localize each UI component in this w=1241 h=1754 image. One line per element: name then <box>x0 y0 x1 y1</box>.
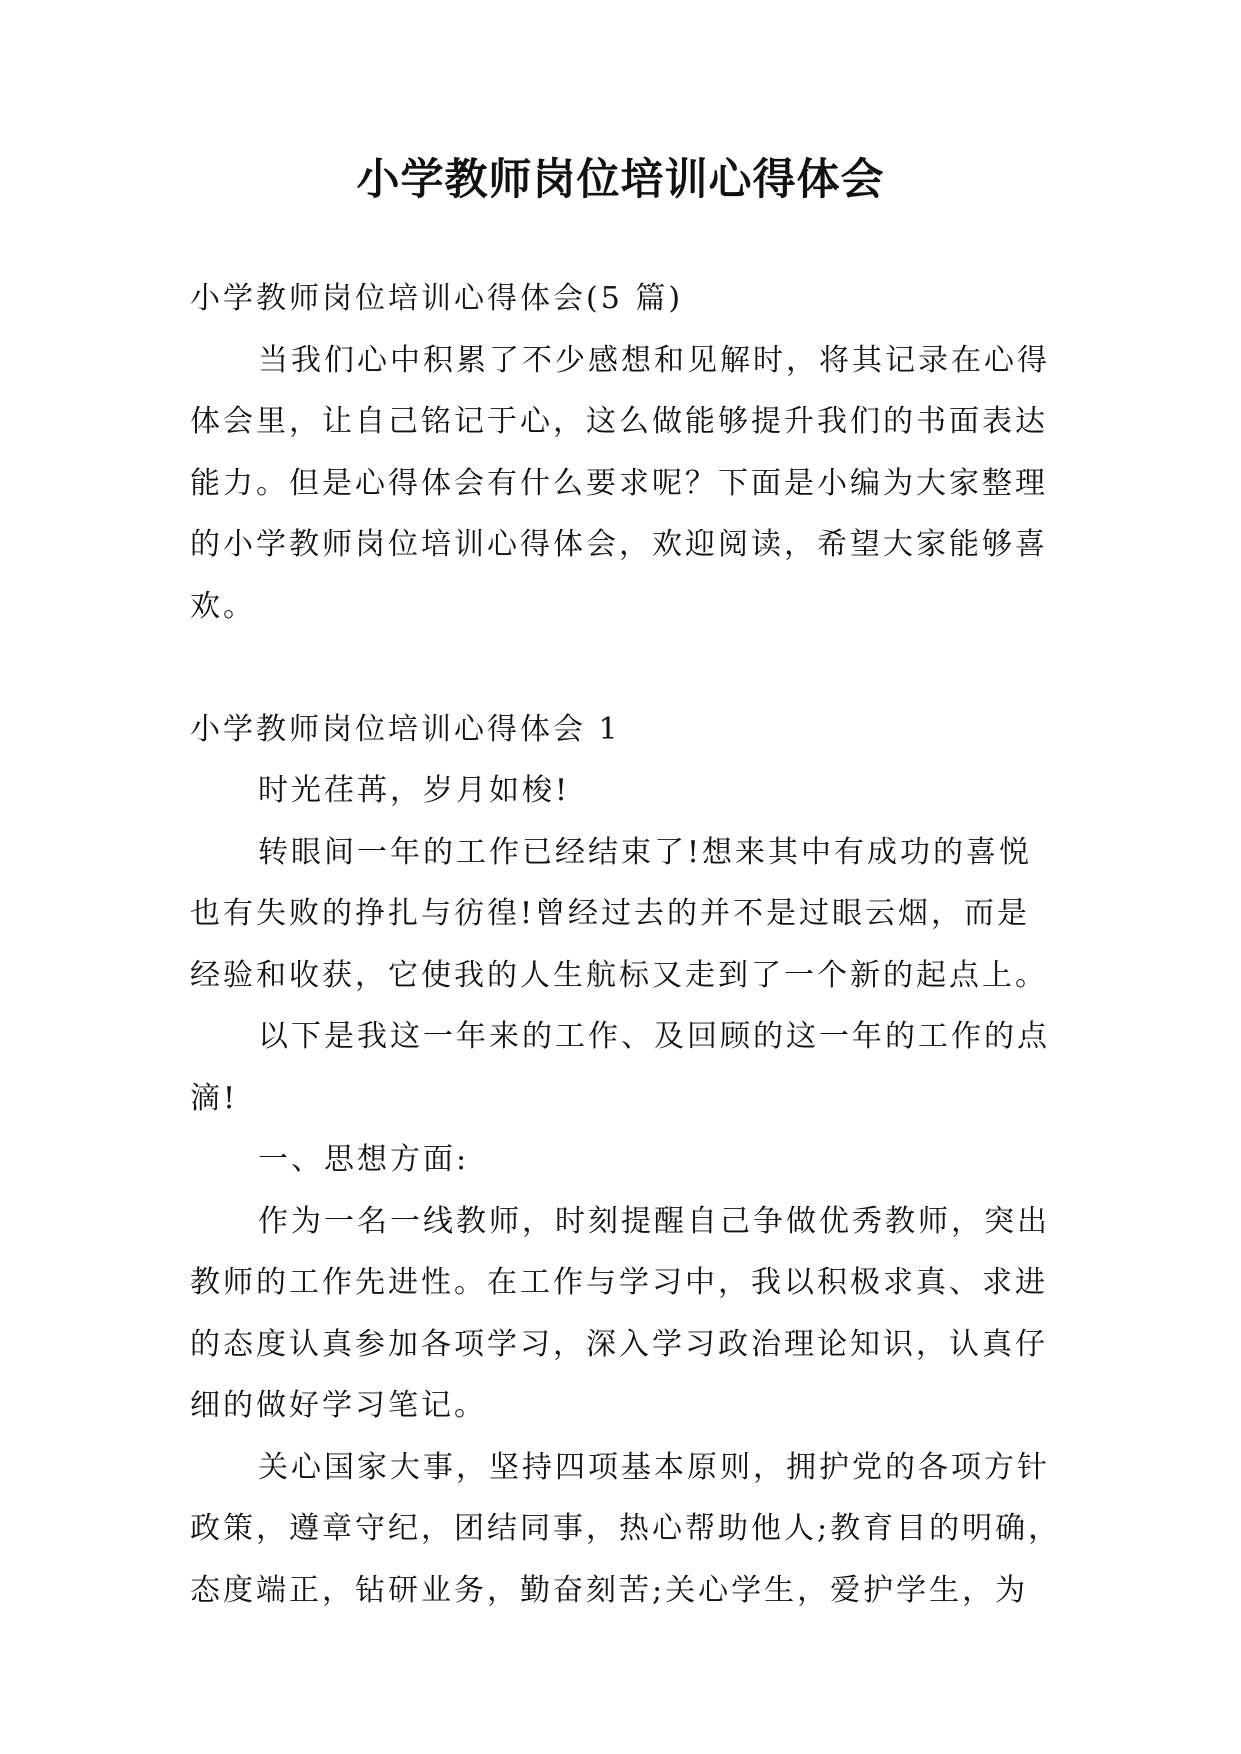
paragraph-line: 细的做好学习笔记。 <box>190 1388 487 1423</box>
intro-line: 欢。 <box>190 588 256 624</box>
paragraph-line: 也有失败的挣扎与彷徨!曾经过去的并不是过眼云烟，而是 <box>190 896 1031 931</box>
page-title: 小学教师岗位培训心得体会 <box>356 155 885 205</box>
intro-line: 当我们心中积累了不少感想和见解时，将其记录在心得 <box>258 342 1050 378</box>
subheading: 一、思想方面: <box>258 1142 470 1177</box>
paragraph-line: 态度端正，钻研业务，勤奋刻苦;关心学生，爱护学生，为 <box>190 1572 1029 1608</box>
paragraph-line: 教师的工作先进性。在工作与学习中，我以积极求真、求进 <box>190 1265 1048 1300</box>
paragraph-line: 的态度认真参加各项学习，深入学习政治理论知识，认真仔 <box>190 1326 1048 1362</box>
paragraph-gap <box>190 637 1068 699</box>
document-body <box>190 268 1068 1621</box>
paragraph-line: 以下是我这一年来的工作、及回顾的这一年的工作的点 <box>258 1019 1050 1054</box>
paragraph-line: 时光荏苒，岁月如梭! <box>258 773 571 808</box>
paragraph-line: 滴! <box>190 1080 239 1116</box>
intro-line: 能力。但是心得体会有什么要求呢？下面是小编为大家整理 <box>190 465 1048 501</box>
paragraph-line: 作为一名一线教师，时刻提醒自己争做优秀教师，突出 <box>258 1203 1050 1239</box>
paragraph-line: 关心国家大事，坚持四项基本原则，拥护党的各项方针 <box>258 1449 1050 1485</box>
subtitle: 小学教师岗位培训心得体会(5 篇) <box>190 281 684 316</box>
paragraph-line: 转眼间一年的工作已经结束了!想来其中有成功的喜悦 <box>258 834 1033 870</box>
paragraph-line: 政策，遵章守纪，团结同事，热心帮助他人;教育目的明确， <box>190 1511 1062 1546</box>
section-heading: 小学教师岗位培训心得体会 1 <box>190 711 621 747</box>
paragraph-line: 经验和收获，它使我的人生航标又走到了一个新的起点上。 <box>190 957 1048 993</box>
intro-line: 的小学教师岗位培训心得体会，欢迎阅读，希望大家能够喜 <box>190 527 1048 562</box>
intro-line: 体会里，让自己铭记于心，这么做能够提升我们的书面表达 <box>190 404 1048 439</box>
